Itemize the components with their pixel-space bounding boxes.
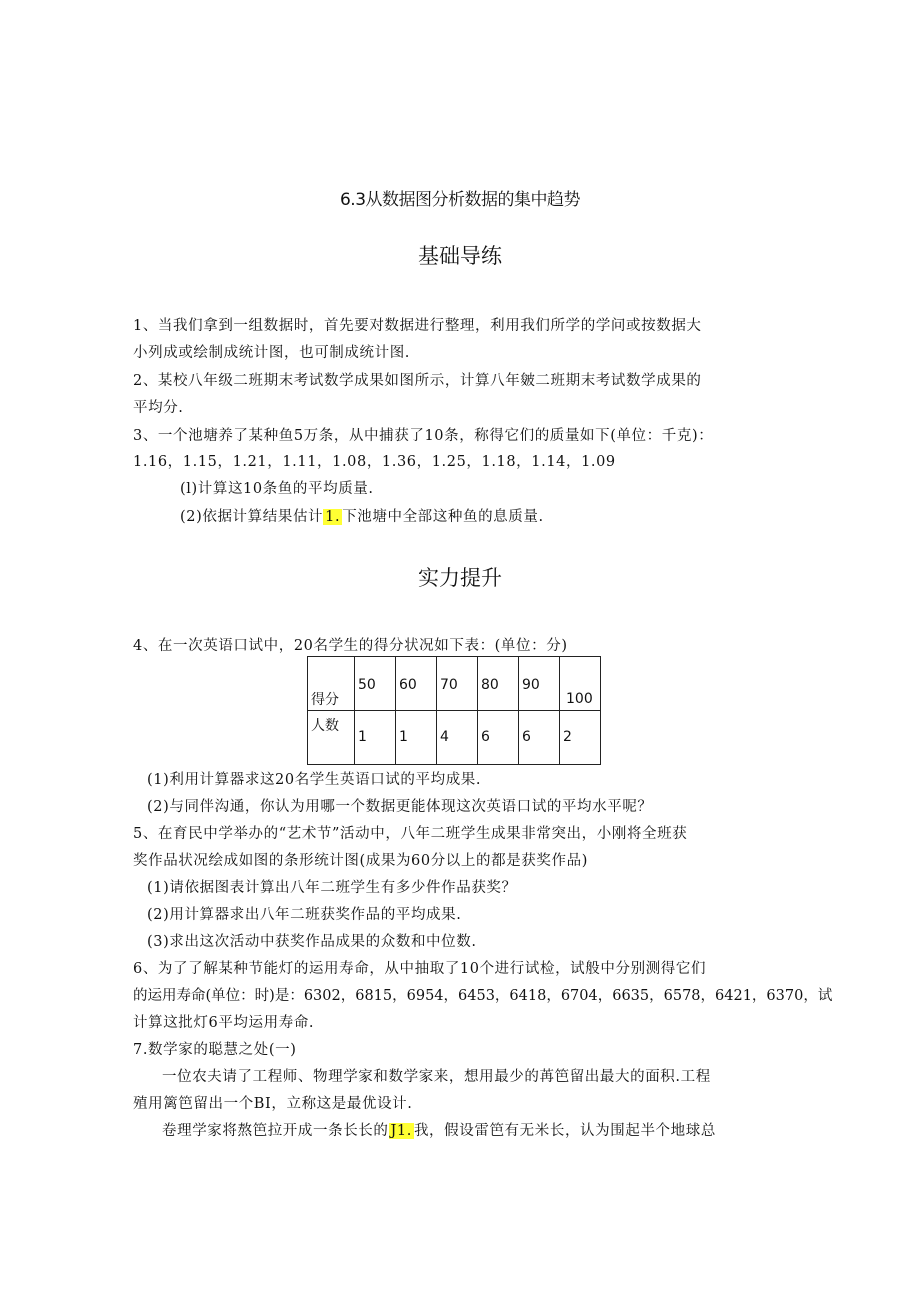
q2-line-2: 平均分. bbox=[133, 400, 184, 416]
q6-line-2: 的运用寿命(单位：时)是：6302，6815，6954，6453，6418，6704，6635，6578，6421，6370，试 bbox=[133, 988, 833, 1004]
q3-sub-2 bbox=[180, 507, 840, 527]
cell-text: 60 bbox=[399, 677, 417, 693]
q6-line-1: 6、为了了解某种节能灯的运用寿命，从中抽取了10个进行试检，试般中分别测得它们 bbox=[133, 961, 707, 977]
q4-sub-2: (2)与同伴沟通，你认为用哪一个数据更能体现这次英语口试的平均水平呢？ bbox=[147, 799, 653, 815]
table-cell bbox=[437, 711, 478, 765]
table-cell bbox=[355, 711, 396, 765]
q6-line-3: 计算这批灯6平均运用寿命. bbox=[133, 1015, 315, 1031]
cell-text: 得分 bbox=[311, 692, 339, 708]
q3-sub-2-text-b: 下池塘中全部这种鱼的息质量. bbox=[342, 509, 544, 525]
q3-values: 1.16，1.15，1.21，1.11，1.08，1.36，1.25，1.18，1.14，1.09 bbox=[133, 454, 616, 470]
table-cell bbox=[560, 711, 601, 765]
cell-text: 1 bbox=[399, 729, 408, 745]
q7-para-2-text-b: 我，假设雷笆有无米长，认为围起半个地球总 bbox=[413, 1123, 716, 1139]
q3-sub-1: (l)计算这10条鱼的平均质量. bbox=[180, 481, 374, 497]
cell-text: 80 bbox=[481, 677, 499, 693]
q5-sub-3: (3)求出这次活动中获奖作品成果的众数和中位数. bbox=[147, 934, 477, 950]
q7-title: 7.数学家的聪慧之处(一) bbox=[133, 1042, 297, 1058]
table-cell bbox=[519, 657, 560, 711]
q4-line-1: 4、在一次英语口试中，20名学生的得分状况如下表：(单位：分) bbox=[133, 638, 568, 654]
cell-text: 1 bbox=[358, 729, 367, 745]
q2-line-1: 2、某校八年级二班期末考试数学成果如图所示，计算八年皴二班期末考试数学成果的 bbox=[133, 373, 702, 389]
score-table bbox=[307, 656, 601, 765]
cell-text: 6 bbox=[522, 729, 531, 745]
highlight-mark: J1. bbox=[390, 1123, 412, 1139]
table-cell bbox=[478, 657, 519, 711]
highlight-mark: 1. bbox=[325, 509, 341, 525]
table-row-scores bbox=[308, 657, 601, 711]
q4-sub-1: (1)利用计算器求这20名学生英语口试的平均成果. bbox=[147, 772, 482, 788]
cell-text: 90 bbox=[522, 677, 540, 693]
q7-para-1-a: 一位农夫请了工程师、物理学家和数学家来，想用最少的苒笆留出最大的面积.工程 bbox=[162, 1069, 711, 1085]
cell-text: 100 bbox=[566, 691, 593, 707]
table-cell bbox=[519, 711, 560, 765]
cell-text: 4 bbox=[440, 729, 449, 745]
q5-sub-2: (2)用计算器求出八年二班获奖作品的平均成果. bbox=[147, 907, 462, 923]
q5-line-1: 5、在育民中学举办的“艺术节”活动中，八年二班学生成果非常突出，小刚将全班获 bbox=[133, 826, 688, 842]
table-cell bbox=[308, 657, 355, 711]
q7-para-2-text-a: 卷理学家将熬笆拉开成一条长长的 bbox=[162, 1123, 389, 1139]
table-cell bbox=[560, 657, 601, 711]
document-title: 6.3从数据图分析数据的集中趋势 bbox=[339, 190, 581, 210]
table-cell bbox=[396, 657, 437, 711]
q5-line-2: 奖作品状况绘成如图的条形统计图(成果为60分以上的都是获奖作品) bbox=[133, 853, 588, 869]
q3-line-1: 3、一个池塘养了某种鱼5万条，从中捕获了10条，称得它们的质量如下(单位：千克)： bbox=[133, 428, 714, 444]
q1-line-1: 1、当我们拿到一组数据时，首先要对数据进行整理，利用我们所学的学问或按数据大 bbox=[133, 318, 702, 334]
table-cell bbox=[437, 657, 478, 711]
cell-text: 人数 bbox=[311, 718, 339, 734]
section-heading-basic: 基础导练 bbox=[418, 244, 502, 268]
q3-sub-2-text-a: (2)依据计算结果估计 bbox=[180, 509, 324, 525]
cell-text: 2 bbox=[563, 729, 572, 745]
table-cell bbox=[396, 711, 437, 765]
table-cell bbox=[355, 657, 396, 711]
table-cell bbox=[308, 711, 355, 765]
table-row-counts bbox=[308, 711, 601, 765]
table-cell bbox=[478, 711, 519, 765]
q5-sub-1: (1)请依据图表计算出八年二班学生有多少件作品获奖？ bbox=[147, 880, 517, 896]
cell-text: 6 bbox=[481, 729, 490, 745]
q7-para-2 bbox=[162, 1121, 822, 1141]
q7-para-1-b: 殖用篱笆留出一个BI，立称这是最优设计. bbox=[133, 1096, 413, 1112]
cell-text: 70 bbox=[440, 677, 458, 693]
section-heading-advanced: 实力提升 bbox=[418, 566, 502, 590]
cell-text: 50 bbox=[358, 677, 376, 693]
q1-line-2: 小列成或绘制成统计图，也可制成统计图. bbox=[133, 345, 411, 361]
